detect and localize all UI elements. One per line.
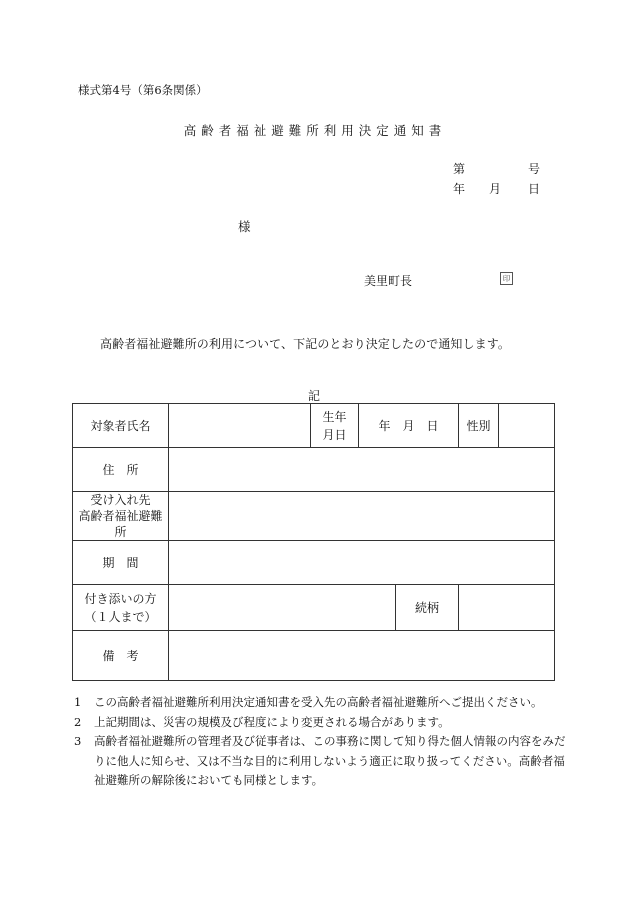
table-row-period bbox=[73, 541, 555, 585]
attendant-label-line1: 付き添いの方 bbox=[84, 591, 157, 606]
table-row-receiving bbox=[73, 492, 555, 541]
form-number: 様式第4号（第6条関係） bbox=[78, 83, 208, 97]
intro-text: 高齢者福祉避難所の利用について、下記のとおり決定したので通知します。 bbox=[100, 337, 510, 351]
table-row-attendant bbox=[73, 585, 555, 631]
birth-label bbox=[311, 404, 359, 448]
birth-label-line2: 月日 bbox=[322, 427, 347, 442]
receiving-label-line2: 高齢者福祉避難所 bbox=[78, 509, 163, 539]
addressee-suffix: 様 bbox=[238, 219, 251, 234]
issuer-name: 美里町長 bbox=[364, 274, 413, 288]
address-cell[interactable] bbox=[169, 448, 555, 492]
relationship-cell[interactable] bbox=[459, 585, 555, 631]
ki-heading: 記 bbox=[308, 389, 321, 403]
receiving-label-line1: 受け入れ先 bbox=[90, 493, 151, 507]
doc-number-dai: 第 bbox=[453, 162, 466, 176]
attendant-cell[interactable] bbox=[169, 585, 396, 631]
gender-label: 性別 bbox=[459, 404, 499, 448]
date-year: 年 bbox=[453, 182, 466, 196]
birth-label-line1: 生年 bbox=[322, 409, 347, 424]
note-item bbox=[74, 693, 574, 713]
table-row-target bbox=[73, 404, 555, 448]
period-label: 期 間 bbox=[73, 541, 169, 585]
note-text: 高齢者福祉避難所の管理者及び従事者は、この事務に関して知り得た個人情報の内容をみだりに他人に知らせ、又は不当な目的に利用しないよう適正に取り扱ってください。高齢者福祉避難所の解除後においても同様とします。 bbox=[94, 734, 566, 787]
table-row-remarks bbox=[73, 631, 555, 681]
doc-number-go: 号 bbox=[528, 162, 541, 176]
gender-cell[interactable] bbox=[499, 404, 555, 448]
note-item bbox=[74, 732, 574, 791]
note-text: この高齢者福祉避難所利用決定通知書を受入先の高齢者福祉避難所へご提出ください。 bbox=[94, 695, 543, 709]
note-item bbox=[74, 713, 574, 733]
attendant-label bbox=[73, 585, 169, 631]
remarks-label: 備 考 bbox=[73, 631, 169, 681]
document-title: 高齢者福祉避難所利用決定通知書 bbox=[183, 123, 447, 138]
table-row-address bbox=[73, 448, 555, 492]
address-label: 住 所 bbox=[73, 448, 169, 492]
note-number: 3 bbox=[74, 734, 82, 748]
note-number: 1 bbox=[74, 695, 82, 709]
note-text: 上記期間は、災害の規模及び程度により変更される場合があります。 bbox=[94, 714, 450, 729]
date-month: 月 bbox=[489, 182, 502, 196]
birth-date-cell[interactable]: 年 月 日 bbox=[359, 404, 459, 448]
remarks-cell[interactable] bbox=[169, 631, 555, 681]
receiving-label bbox=[73, 492, 169, 541]
period-cell[interactable] bbox=[169, 541, 555, 585]
seal-mark: 印 bbox=[500, 272, 513, 285]
receiving-cell[interactable] bbox=[169, 492, 555, 541]
notes-list bbox=[74, 693, 574, 791]
note-number: 2 bbox=[74, 714, 82, 729]
attendant-label-line2: （１人まで） bbox=[84, 609, 157, 624]
date-day: 日 bbox=[528, 182, 541, 196]
relationship-label: 続柄 bbox=[396, 585, 459, 631]
target-name-label: 対象者氏名 bbox=[73, 404, 169, 448]
decision-table bbox=[72, 403, 555, 681]
target-name-cell[interactable] bbox=[169, 404, 311, 448]
